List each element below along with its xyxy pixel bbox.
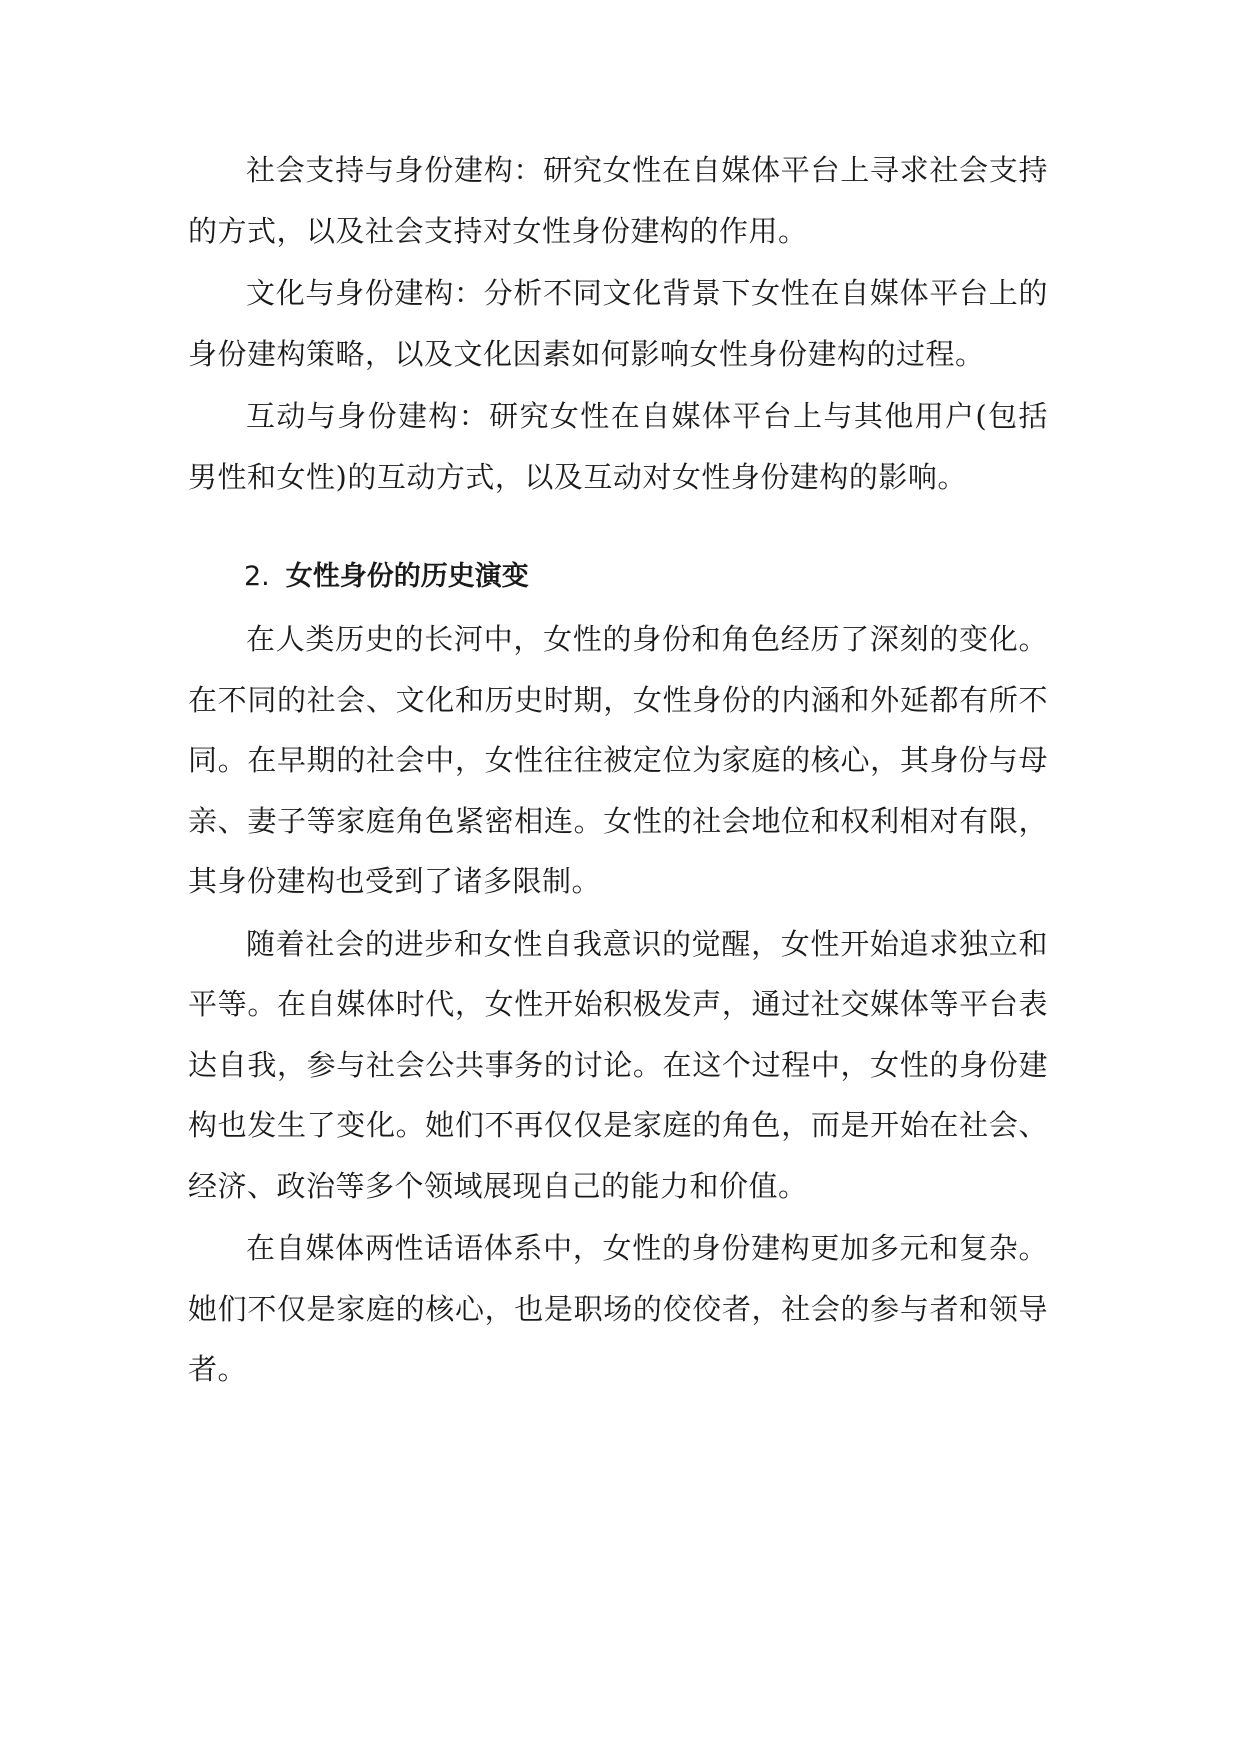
paragraph-progress: 随着社会的进步和女性自我意识的觉醒，女性开始追求独立和平等。在自媒体时代，女性开始积极发声，通过社交媒体等平台表达自我，参与社会公共事务的讨论。在这个过程中，女性的身份建构也发生了变化。她们不再仅仅是家庭的角色，而是开始在社会、经济、政治等多个领域展现自己的能力和价值。: [188, 926, 1048, 1203]
paragraph-social-support: 社会支持与身份建构：研究女性在自媒体平台上寻求社会支持的方式，以及社会支持对女性身份建构的作用。: [188, 153, 1048, 248]
section-title: 女性身份的历史演变: [285, 561, 529, 592]
paragraph-culture: 文化与身份建构：分析不同文化背景下女性在自媒体平台上的身份建构策略，以及文化因素如何影响女性身份建构的过程。: [188, 276, 1048, 371]
paragraph-interaction: 互动与身份建构：研究女性在自媒体平台上与其他用户(包括男性和女性)的互动方式，以及互动对女性身份建构的影响。: [188, 399, 1048, 494]
document-body: [188, 140, 1048, 1400]
paragraph-discourse: 在自媒体两性话语体系中，女性的身份建构更加多元和复杂。她们不仅是家庭的核心，也是职场的佼佼者，社会的参与者和领导者。: [188, 1231, 1048, 1386]
section-heading: [188, 547, 1048, 607]
section-number: 2.: [244, 561, 270, 592]
paragraph-history: 在人类历史的长河中，女性的身份和角色经历了深刻的变化。在不同的社会、文化和历史时期，女性身份的内涵和外延都有所不同。在早期的社会中，女性往往被定位为家庭的核心，其身份与母亲、妻子等家庭角色紧密相连。女性的社会地位和权利相对有限，其身份建构也受到了诸多限制。: [188, 622, 1048, 898]
